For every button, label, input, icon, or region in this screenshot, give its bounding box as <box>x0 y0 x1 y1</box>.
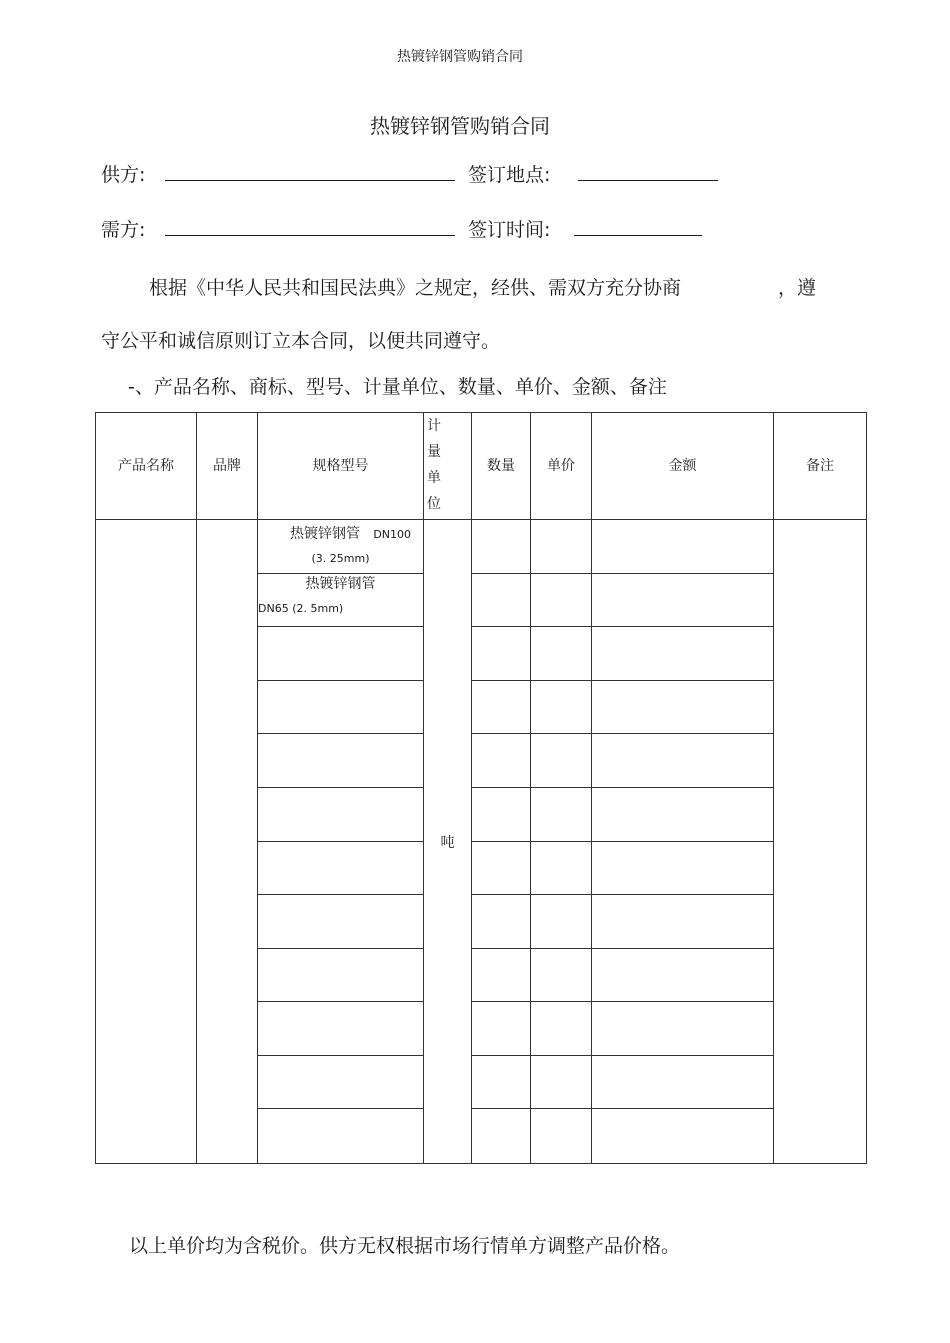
sign-place-label: 签订地点: <box>468 164 551 186</box>
unit-price-cell[interactable] <box>531 520 592 574</box>
unit-price-cell[interactable] <box>531 895 592 949</box>
spec-cell[interactable] <box>258 574 424 627</box>
sign-place-blank[interactable] <box>578 164 718 181</box>
intro-line-1-tail: ，遵 <box>778 277 817 299</box>
section-1-heading: -、产品名称、商标、型号、计量单位、数量、单价、金额、备注 <box>128 376 667 398</box>
quantity-cell[interactable] <box>472 520 531 574</box>
amount-cell[interactable] <box>592 520 774 574</box>
amount-cell[interactable] <box>592 842 774 895</box>
buyer-label: 需方: <box>101 219 146 241</box>
sign-time-blank[interactable] <box>574 219 702 236</box>
unit-price-cell[interactable] <box>531 681 592 734</box>
running-header: 热镀锌钢管购销合同 <box>397 49 523 65</box>
quantity-cell[interactable] <box>472 627 531 681</box>
quantity-cell[interactable] <box>472 574 531 627</box>
quantity-cell[interactable] <box>472 842 531 895</box>
amount-cell[interactable] <box>592 1002 774 1056</box>
spec-cell[interactable] <box>258 842 424 895</box>
unit-price-cell[interactable] <box>531 1002 592 1056</box>
quantity-cell[interactable] <box>472 1056 531 1109</box>
amount-cell[interactable] <box>592 895 774 949</box>
header-unit-price: 单价 <box>531 413 592 520</box>
document-title: 热镀锌钢管购销合同 <box>370 114 550 138</box>
sign-time-field <box>468 215 702 242</box>
header-product-name: 产品名称 <box>96 413 197 520</box>
intro-line-1: 根据《中华人民共和国民法典》之规定，经供、需双方充分协商 <box>149 277 682 299</box>
quantity-cell[interactable] <box>472 1109 531 1164</box>
amount-cell[interactable] <box>592 627 774 681</box>
unit-price-cell[interactable] <box>531 734 592 788</box>
unit-price-cell[interactable] <box>531 788 592 842</box>
header-unit-line-1: 计量 <box>427 418 453 460</box>
intro-line-2: 守公平和诚信原则订立本合同，以便共同遵守。 <box>101 330 501 352</box>
supplier-blank[interactable] <box>165 164 455 181</box>
quantity-cell[interactable] <box>472 1002 531 1056</box>
header-amount: 金额 <box>592 413 774 520</box>
goods-table <box>95 412 867 1164</box>
spec-cell[interactable] <box>258 520 424 574</box>
spec-cell[interactable] <box>258 627 424 681</box>
sign-time-label: 签订时间: <box>468 219 551 241</box>
header-brand: 品牌 <box>197 413 258 520</box>
spec-cell[interactable] <box>258 681 424 734</box>
quantity-cell[interactable] <box>472 734 531 788</box>
spec-detail: (3. 25mm) <box>311 552 370 565</box>
spec-cell[interactable] <box>258 1109 424 1164</box>
unit-price-cell[interactable] <box>531 949 592 1002</box>
spec-name: 热镀锌钢管 <box>289 526 360 542</box>
table-header-row <box>96 413 867 520</box>
supplier-label: 供方: <box>101 164 146 186</box>
table-row <box>96 520 867 574</box>
spec-cell[interactable] <box>258 949 424 1002</box>
unit-price-cell[interactable] <box>531 1109 592 1164</box>
quantity-cell[interactable] <box>472 895 531 949</box>
amount-cell[interactable] <box>592 681 774 734</box>
product-name-cell[interactable] <box>96 520 197 1164</box>
remark-cell[interactable] <box>774 520 867 1164</box>
header-unit <box>424 413 472 520</box>
header-quantity: 数量 <box>472 413 531 520</box>
buyer-blank[interactable] <box>165 219 455 236</box>
brand-cell[interactable] <box>197 520 258 1164</box>
quantity-cell[interactable] <box>472 681 531 734</box>
header-remark: 备注 <box>774 413 867 520</box>
unit-price-cell[interactable] <box>531 574 592 627</box>
amount-cell[interactable] <box>592 949 774 1002</box>
quantity-cell[interactable] <box>472 788 531 842</box>
sign-place-field <box>468 160 718 187</box>
amount-cell[interactable] <box>592 1056 774 1109</box>
quantity-cell[interactable] <box>472 949 531 1002</box>
spec-cell[interactable] <box>258 1002 424 1056</box>
unit-price-cell[interactable] <box>531 627 592 681</box>
amount-cell[interactable] <box>592 734 774 788</box>
header-unit-line-2: 单位 <box>427 470 453 512</box>
amount-cell[interactable] <box>592 788 774 842</box>
amount-cell[interactable] <box>592 574 774 627</box>
price-note: 以上单价均为含税价。供方无权根据市场行情单方调整产品价格。 <box>129 1235 681 1257</box>
unit-cell: 吨 <box>424 520 472 1164</box>
spec-cell[interactable] <box>258 895 424 949</box>
unit-price-cell[interactable] <box>531 1056 592 1109</box>
buyer-field <box>101 215 455 242</box>
spec-cell[interactable] <box>258 788 424 842</box>
spec-detail: DN65 (2. 5mm) <box>258 602 344 615</box>
spec-cell[interactable] <box>258 734 424 788</box>
unit-price-cell[interactable] <box>531 842 592 895</box>
spec-name: 热镀锌钢管 <box>305 576 376 592</box>
spec-code: DN100 <box>373 528 412 541</box>
spec-cell[interactable] <box>258 1056 424 1109</box>
supplier-field <box>101 160 455 187</box>
amount-cell[interactable] <box>592 1109 774 1164</box>
header-spec: 规格型号 <box>258 413 424 520</box>
